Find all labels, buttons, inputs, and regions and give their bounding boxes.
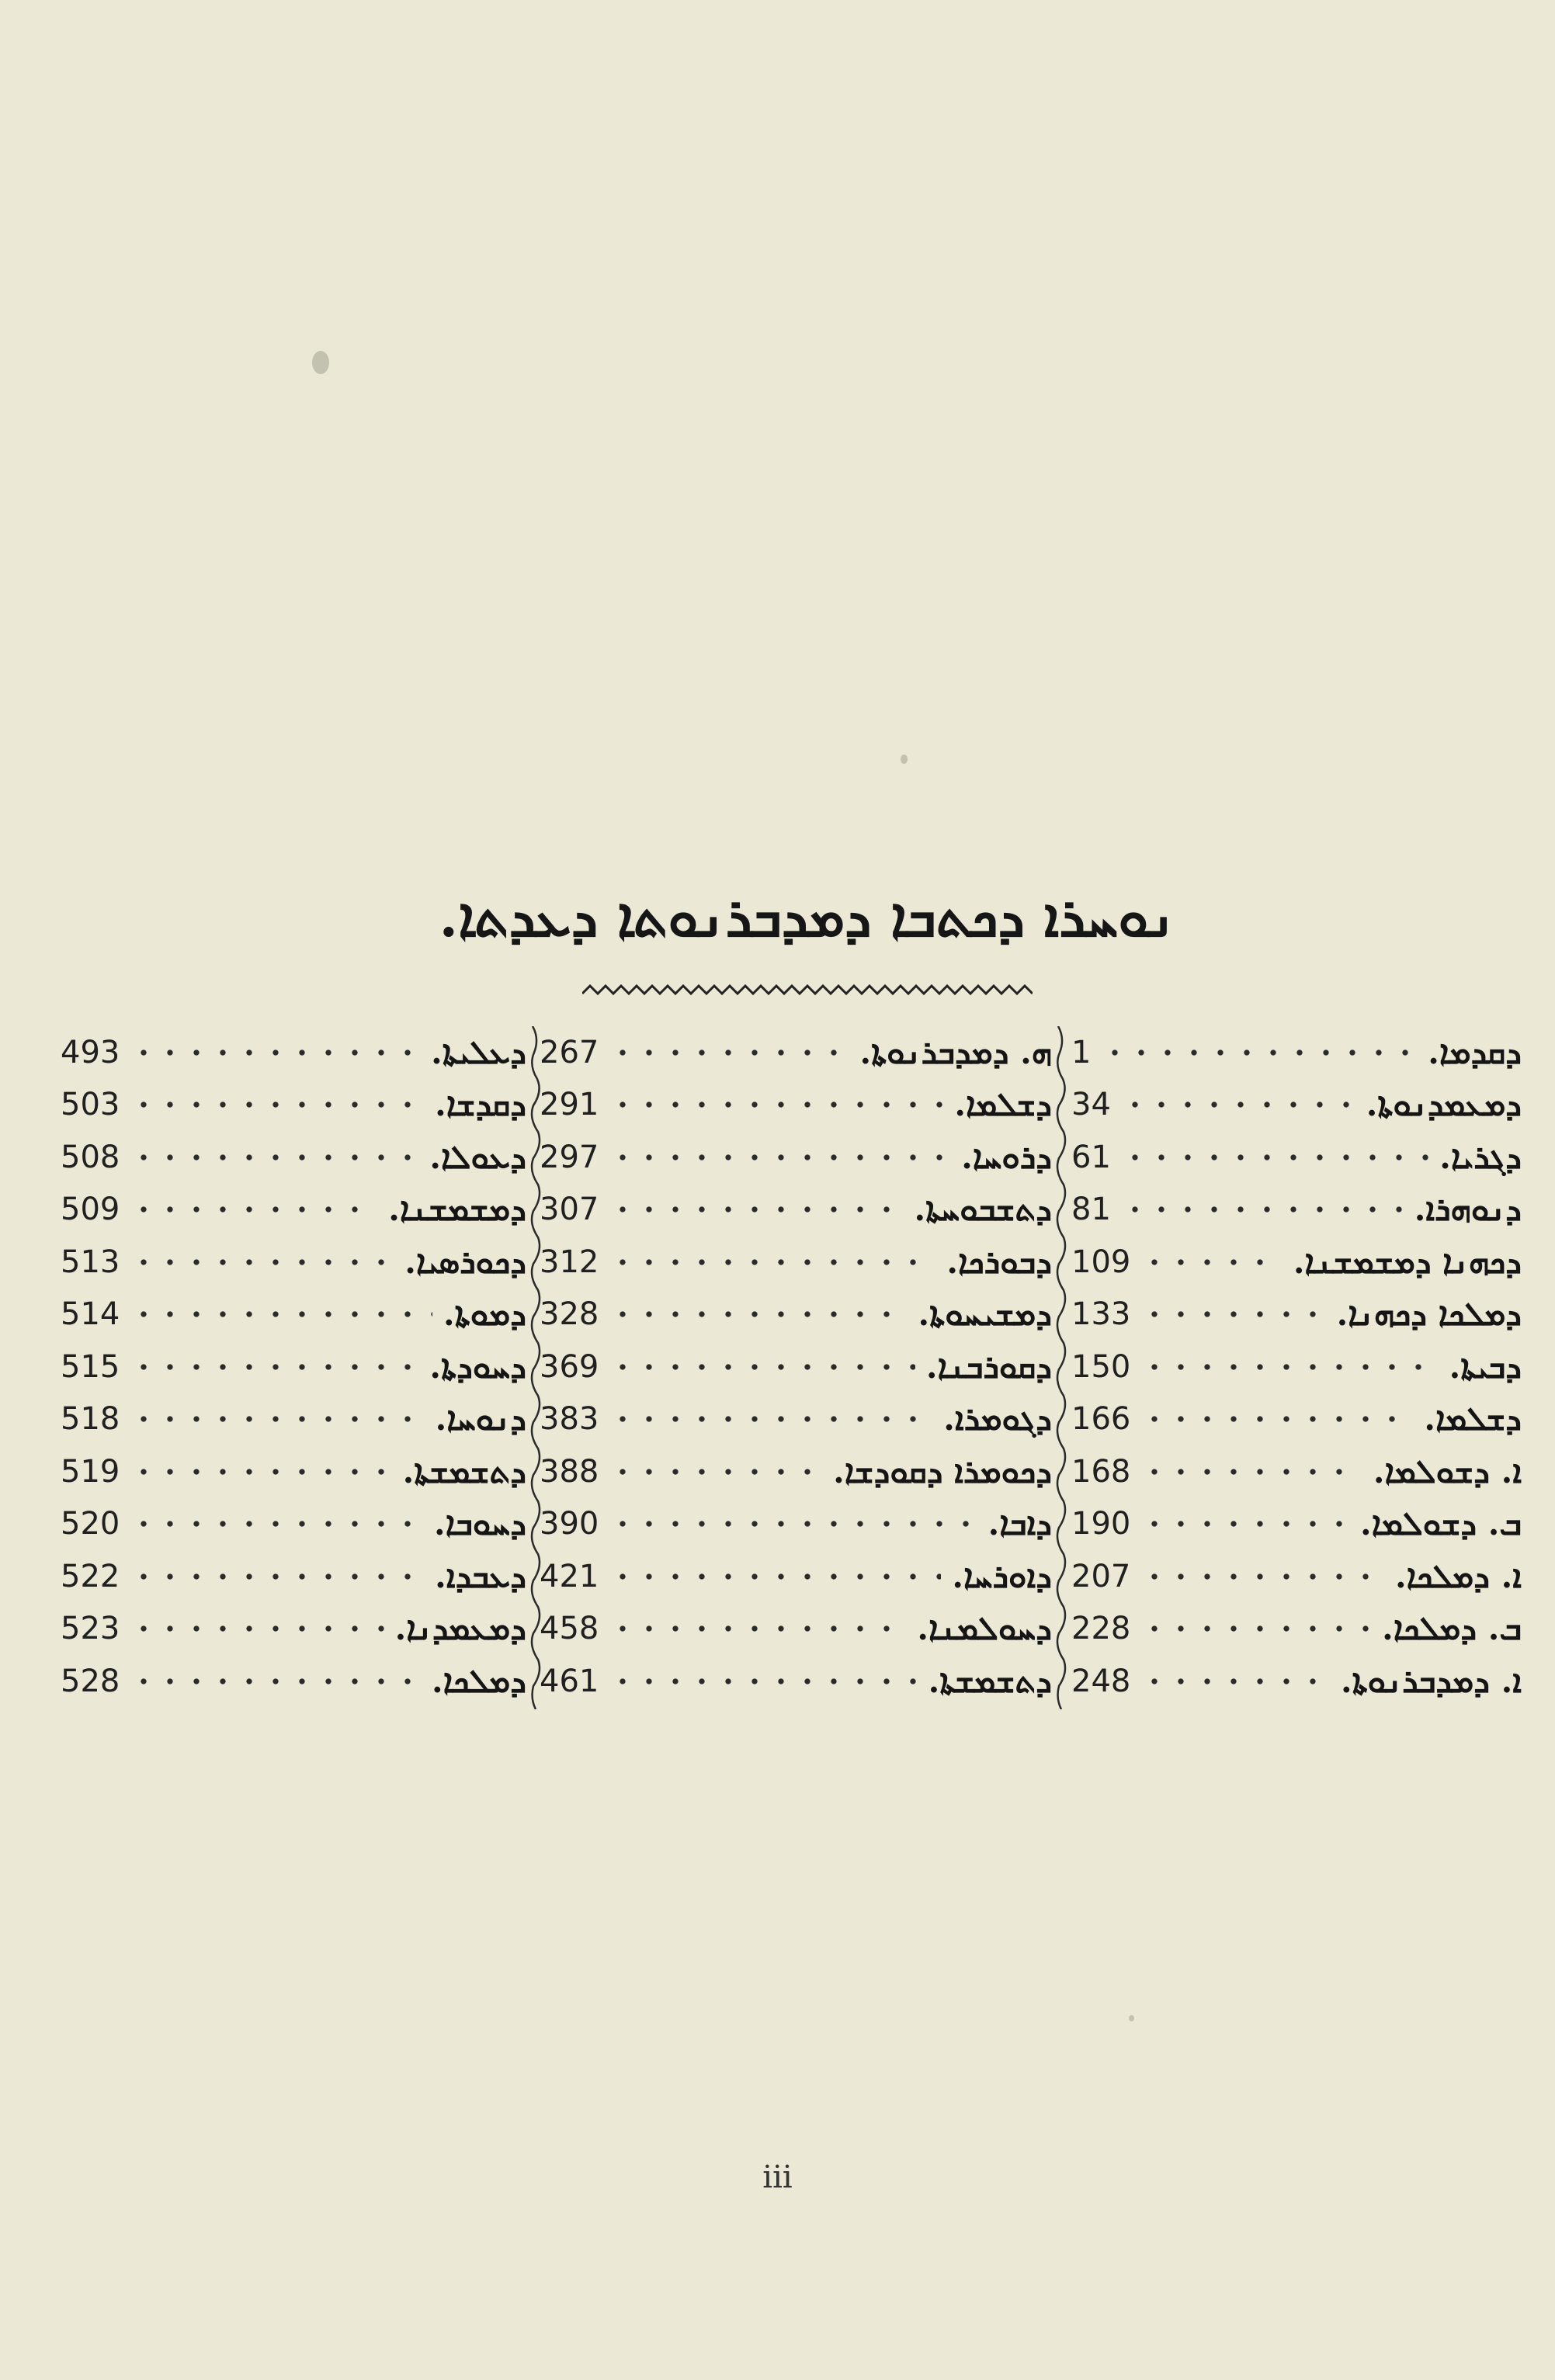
page-number: 328 <box>540 1296 599 1333</box>
index-entry <box>61 1289 526 1341</box>
index-entry <box>540 1603 1052 1656</box>
dot-leader <box>1141 1569 1384 1584</box>
entry-title: ܕܬܫܡܫܬܐ. <box>928 1661 1052 1700</box>
index-column-right <box>1071 1026 1522 1708</box>
dot-leader <box>609 1045 849 1060</box>
page-number: 508 <box>61 1139 120 1175</box>
page-number: 522 <box>61 1558 120 1594</box>
index-entry <box>61 1131 526 1184</box>
dot-leader <box>609 1674 917 1689</box>
entry-title: ܕܥܘܠܐ. <box>429 1137 526 1176</box>
index-entry <box>61 1603 526 1656</box>
entry-title: ܕܡܫܡܫܢܐ. <box>388 1190 526 1229</box>
entry-title: ܕܟܘܡܪܐ ܕܩܘܕܫܐ. <box>833 1452 1052 1490</box>
page-number: 109 <box>1071 1244 1131 1280</box>
index-entry <box>540 1498 1052 1551</box>
entry-title: ܕܒܘܪܟܐ. <box>946 1242 1052 1281</box>
page-title: ܢܘܚܪܐ ܕܟܬܒܐ ܕܡܕܒܪܢܘܬܐ ܕܥܕܬܐ. <box>439 885 1176 949</box>
index-entry <box>1071 1131 1522 1184</box>
entry-title: ܕܩܕܫܐ. <box>435 1085 526 1124</box>
dot-leader <box>1122 1150 1428 1165</box>
entry-title: ܕܢܘܚܐ. <box>435 1400 526 1438</box>
dot-leader <box>130 1306 432 1322</box>
index-entry <box>1071 1341 1522 1393</box>
dot-leader <box>130 1202 377 1217</box>
index-entry <box>540 1393 1052 1446</box>
dot-leader <box>130 1411 424 1427</box>
index-column-left <box>61 1026 526 1708</box>
entry-title: ܕܚܘܕܬܐ. <box>429 1347 526 1386</box>
entry-title: ܐ. ܕܡܠܟܐ. <box>1394 1556 1522 1595</box>
page-number: 207 <box>1071 1558 1131 1594</box>
index-entry <box>61 1655 526 1708</box>
entry-title: ܕܐܘܪܚܐ. <box>952 1556 1052 1595</box>
entry-title: ܕܓܪܝܐ. <box>1439 1137 1522 1176</box>
entry-title: ܒ. ܕܡܠܟܐ. <box>1382 1609 1522 1648</box>
page-number: 312 <box>540 1244 599 1280</box>
index-entry <box>1071 1289 1522 1341</box>
entry-title: ܕܚܘܒܐ. <box>434 1504 526 1543</box>
page-number: 509 <box>61 1192 120 1228</box>
entry-title: ܕܬܫܡܫܬܐ. <box>402 1452 526 1490</box>
entry-title: ܕܫܠܡܐ. <box>1424 1400 1522 1438</box>
page-number: 519 <box>61 1453 120 1490</box>
dot-leader <box>1141 1411 1413 1427</box>
dot-leader <box>609 1202 903 1217</box>
dot-leader <box>609 1569 941 1584</box>
dot-leader <box>130 1674 421 1689</box>
index-entry <box>61 1026 526 1079</box>
paper-speck <box>901 755 908 764</box>
dot-leader <box>1141 1516 1349 1532</box>
entry-title: ܕܡܥܡܕܢܐ. <box>394 1609 526 1648</box>
entry-title: ܕܩܕܡܐ. <box>1428 1032 1522 1071</box>
index-entry <box>61 1550 526 1603</box>
dot-leader <box>130 1097 424 1112</box>
dot-leader <box>1102 1045 1417 1060</box>
page-number: 297 <box>540 1139 599 1175</box>
dot-leader <box>130 1569 424 1584</box>
page-number: 267 <box>540 1034 599 1070</box>
index-entry <box>540 1079 1052 1132</box>
entry-title: ܕܬܫܒܘܚܬܐ. <box>914 1190 1052 1229</box>
entry-title: ܐ. ܕܫܘܠܡܐ. <box>1373 1452 1522 1490</box>
page-number: 291 <box>540 1087 599 1123</box>
entry-title: ܕܢܘܗܪܐ. <box>1414 1190 1522 1229</box>
page-number: 168 <box>1071 1453 1131 1490</box>
dot-leader <box>130 1150 418 1165</box>
index-entry <box>1071 1445 1522 1498</box>
page-number: 513 <box>61 1244 120 1280</box>
dot-leader <box>1122 1097 1355 1112</box>
dot-leader <box>130 1359 418 1375</box>
index-entry <box>540 1341 1052 1393</box>
dot-leader <box>130 1516 423 1532</box>
entry-title: ܕܡܫܝܚܘܬܐ. <box>918 1295 1052 1334</box>
entry-title: ܒ. ܕܫܘܠܡܐ. <box>1360 1504 1522 1543</box>
dot-leader <box>609 1306 907 1322</box>
page-number: 248 <box>1071 1663 1131 1699</box>
entry-title: ܕܡܥܡܕܢܘܬܐ. <box>1366 1085 1522 1124</box>
dot-leader <box>1141 1621 1371 1636</box>
index-entry <box>540 1655 1052 1708</box>
page-number: 523 <box>61 1611 120 1647</box>
dot-leader <box>130 1045 420 1060</box>
entry-title: ܕܥܠܝܬܐ. <box>431 1032 526 1071</box>
page-number: 388 <box>540 1453 599 1490</box>
page-number: 307 <box>540 1192 599 1228</box>
entry-title: ܕܚܘܠܡܢܐ. <box>917 1609 1052 1648</box>
index-entry <box>540 1236 1052 1289</box>
paper-speck <box>1129 2015 1134 2021</box>
entry-title: ܐ. ܕܡܕܒܪܢܘܬܐ. <box>1340 1661 1522 1700</box>
dot-leader <box>1141 1254 1282 1270</box>
wavy-divider <box>582 980 1033 1000</box>
entry-title: ܕܫܠܡܐ. <box>954 1085 1052 1124</box>
dot-leader <box>609 1359 915 1375</box>
dot-leader <box>609 1621 906 1636</box>
entry-title: ܕܡܠܟܐ. <box>432 1661 526 1700</box>
dot-leader <box>1122 1202 1404 1217</box>
page-number: 421 <box>540 1558 599 1594</box>
index-entry <box>61 1184 526 1237</box>
index-entry <box>61 1341 526 1393</box>
index-entry <box>1071 1603 1522 1656</box>
entry-title: ܕܒܝܬܐ. <box>1449 1347 1522 1386</box>
index-entry <box>61 1445 526 1498</box>
index-entry <box>540 1184 1052 1237</box>
index-entry <box>1071 1026 1522 1079</box>
index-entry <box>540 1445 1052 1498</box>
dot-leader <box>609 1254 935 1270</box>
dot-leader <box>609 1464 822 1480</box>
entry-title: ܕܥܒܕܐ. <box>435 1556 526 1595</box>
entry-title: ܕܟܘܪܣܝܐ. <box>404 1242 526 1281</box>
dot-leader <box>609 1411 932 1427</box>
entry-title: ܕܟܗܢܐ ܕܡܫܡܫܢܐ. <box>1293 1242 1522 1281</box>
page-number: 61 <box>1071 1139 1111 1175</box>
entry-title: ܕܩܘܪܒܢܐ. <box>925 1347 1052 1386</box>
page-number: 369 <box>540 1348 599 1385</box>
page-number: 528 <box>61 1663 120 1699</box>
entry-title: ܕܪܘܚܐ. <box>961 1137 1052 1176</box>
page-number: 503 <box>61 1087 120 1123</box>
index-entry <box>1071 1393 1522 1446</box>
index-entry <box>61 1236 526 1289</box>
index-entry <box>1071 1550 1522 1603</box>
entry-title: ܕܡܘܬܐ. <box>443 1295 526 1334</box>
page-number: 228 <box>1071 1611 1131 1647</box>
index-entry <box>61 1079 526 1132</box>
page-number: 34 <box>1071 1087 1111 1123</box>
paper-speck <box>312 351 329 374</box>
page-number: 515 <box>61 1348 120 1385</box>
brace-divider-right <box>1052 1026 1071 1709</box>
entry-title: ܕܓܘܡܪܐ. <box>943 1400 1052 1438</box>
page-number: 1 <box>1071 1034 1092 1070</box>
dot-leader <box>130 1621 384 1636</box>
page-number: 150 <box>1071 1348 1131 1385</box>
page-number: 190 <box>1071 1506 1131 1542</box>
page-number: 81 <box>1071 1192 1111 1228</box>
page-number: 458 <box>540 1611 599 1647</box>
dot-leader <box>609 1516 977 1532</box>
index-entry <box>1071 1079 1522 1132</box>
index-entry <box>1071 1498 1522 1551</box>
dot-leader <box>1141 1359 1438 1375</box>
page-number: 520 <box>61 1506 120 1542</box>
page-number: 390 <box>540 1506 599 1542</box>
page-number: 166 <box>1071 1401 1131 1438</box>
index-entry <box>1071 1236 1522 1289</box>
index-entry <box>540 1131 1052 1184</box>
index-entry <box>61 1393 526 1446</box>
page-number: 518 <box>61 1401 120 1438</box>
page-number: 133 <box>1071 1296 1131 1333</box>
entry-title: ܗ. ܕܡܕܒܪܢܘܬܐ. <box>859 1032 1052 1071</box>
page-number: 493 <box>61 1034 120 1070</box>
dot-leader <box>130 1254 394 1270</box>
entry-title: ܕܡܠܟܐ ܕܟܗܢܐ. <box>1336 1295 1522 1334</box>
index-entry <box>540 1550 1052 1603</box>
index-entry <box>1071 1184 1522 1237</box>
dot-leader <box>130 1464 391 1480</box>
index-entry <box>61 1498 526 1551</box>
page-number: 514 <box>61 1296 120 1333</box>
dot-leader <box>609 1150 950 1165</box>
index-entry <box>540 1289 1052 1341</box>
index-entry <box>1071 1655 1522 1708</box>
page-folio: iii <box>762 2160 793 2195</box>
page-number: 383 <box>540 1401 599 1438</box>
page-number: 461 <box>540 1663 599 1699</box>
dot-leader <box>1141 1464 1362 1480</box>
index-column-middle <box>540 1026 1052 1708</box>
dot-leader <box>1141 1306 1325 1322</box>
index-entry <box>540 1026 1052 1079</box>
dot-leader <box>609 1097 943 1112</box>
dot-leader <box>1141 1674 1330 1689</box>
entry-title: ܕܐܒܐ. <box>987 1504 1052 1543</box>
